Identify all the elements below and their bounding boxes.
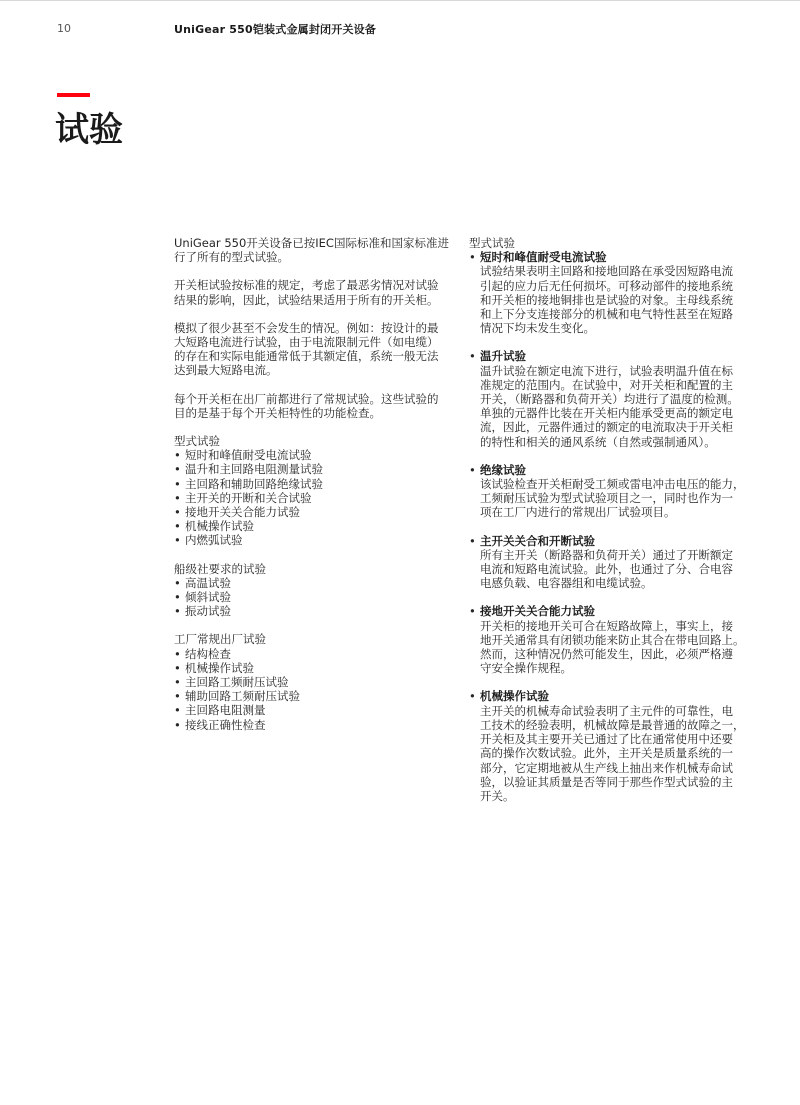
test-item-dielectric [469,463,747,520]
list-item: • 内燃弧试验 [174,533,243,548]
top-rule [0,0,800,1]
page-title: 试验 [55,110,123,150]
document-title: UniGear 550铠装式金属封闭开关设备 [174,23,377,36]
intro-paragraph: UniGear 550开关设备已按IEC国际标准和国家标准进 行了所有的型式试验。 [174,236,449,265]
accent-bar [57,93,90,97]
section-title: 型式试验 [174,434,220,449]
right-column [469,236,747,817]
test-item-making-breaking [469,534,747,591]
paragraph: 每个开关柜在出厂前都进行了常规试验。这些试验的 目的是基于每个开关柜特性的功能检查。 [174,391,439,420]
bullet-icon: • [174,646,181,661]
section-title: 船级社要求的试验 [174,561,266,576]
list-item: • 高温试验 [174,575,231,590]
bullet-icon: • [174,703,181,718]
list-item: • 倾斜试验 [174,590,231,605]
bullet-icon: • [174,717,181,732]
page-number: 10 [57,22,71,35]
test-item-mechanical-operation [469,689,747,803]
test-item-heading: 温升试验 [480,349,526,364]
test-item-heading: 接地开关关合能力试验 [480,604,595,619]
list-item: • 短时和峰值耐受电流试验 [174,448,312,463]
list-item: • 温升和主回路电阻测量试验 [174,462,323,477]
list-item: • 主回路工频耐压试验 [174,675,289,690]
paragraph: 模拟了很少甚至不会发生的情况。例如：按设计的最 大短路电流进行试验，由于电流限制元件（如电缆） 的存在和实际电能通常低于其额定值，系统一般无法 达到最大短路电流。 [174,320,439,378]
left-column [174,236,454,732]
bullet-icon: • [174,490,181,505]
test-item-heading: 主开关关合和开断试验 [480,533,595,548]
test-item-description: 试验结果表明主回路和接地回路在承受因短路电流 引起的应力后无任何损坏。可移动部件的接地系统 和开关柜的接地铜排也是试验的对象。主母线系统 和上下分支连接部分的机械和电气特性甚至在短路 情况下均未发生变化。 [480,264,733,336]
bullet-list [174,448,454,547]
list-item: • 结构检查 [174,646,231,661]
bullet-icon: • [469,689,476,704]
section-classification-tests [174,562,454,619]
test-item-earthing-switch [469,604,747,675]
bullet-icon: • [469,250,476,265]
test-item-description: 开关柜的接地开关可合在短路故障上，事实上，接 地开关通常具有闭锁功能来防止其合在带电回路上。 然而，这种情况仍然可能发生，因此，必须严格遵 守安全操作规程。 [480,618,745,676]
bullet-icon: • [469,462,476,477]
test-item-description: 该试验检查开关柜耐受工频或雷电冲击电压的能力， 工频耐压试验为型式试验项目之一，同时也作为一 项在工厂内进行的常规出厂试验项目。 [480,477,745,520]
list-item: • 接线正确性检查 [174,717,266,732]
test-item-heading: 短时和峰值耐受电流试验 [480,250,607,265]
test-item-description: 主开关的机械寿命试验表明了主元件的可靠性，电 工技术的经验表明，机械故障是最普通的故障之一， 开关柜及其主要开关已通过了比在通常使用中还要 高的操作次数试验。此外，主开关是质量系统的一 部分，它定期地被从生产线上抽出来作机械寿命试 验，以验证其质量是否等同于那些作型式试验的主 开关。 [480,703,745,803]
bullet-icon: • [174,675,181,690]
list-item: • 接地开关关合能力试验 [174,505,300,520]
bullet-icon: • [174,462,181,477]
bullet-icon: • [174,660,181,675]
bullet-icon: • [174,476,181,491]
test-item-heading: 绝缘试验 [480,462,526,477]
bullet-icon: • [174,575,181,590]
test-item-short-time-current [469,250,747,335]
paragraph: 开关柜试验按标准的规定，考虑了最恶劣情况对试验 结果的影响，因此，试验结果适用于所有的开关柜。 [174,278,439,307]
bullet-icon: • [469,349,476,364]
bullet-icon: • [174,448,181,463]
bullet-icon: • [469,533,476,548]
bullet-list [174,576,454,619]
bullet-icon: • [174,590,181,605]
test-item-heading: 机械操作试验 [480,689,549,704]
list-item: • 辅助回路工频耐压试验 [174,689,300,704]
bullet-icon: • [174,505,181,520]
section-title: 型式试验 [469,236,515,250]
test-item-description: 所有主开关（断路器和负荷开关）通过了开断额定 电流和短路电流试验。此外，也通过了分、合电容 电感负载、电容器组和电缆试验。 [480,547,733,591]
section-routine-tests [174,632,454,731]
bullet-icon: • [174,604,181,619]
bullet-icon: • [174,689,181,704]
bullet-icon: • [174,533,181,548]
section-title: 工厂常规出厂试验 [174,632,266,647]
bullet-list [174,647,454,732]
list-item: • 主开关的开断和关合试验 [174,490,312,505]
list-item: • 机械操作试验 [174,519,254,534]
test-item-description: 温升试验在额定电流下进行，试验表明温升值在标 准规定的范围内。在试验中，对开关柜和配置的主 开关，（断路器和负荷开关）均进行了温度的检测。 单独的元器件比装在开关柜内能承受更高的额定电 流，因此，元器件通过的额定的电流取决于开关柜 的特性和相关的通风系统（自然或强制通风）。 [480,363,739,449]
list-item: • 振动试验 [174,604,231,619]
bullet-icon: • [174,519,181,534]
section-type-tests [174,434,454,548]
bullet-icon: • [469,604,476,619]
list-item: • 主回路电阻测量 [174,703,266,718]
list-item: • 机械操作试验 [174,660,254,675]
list-item: • 主回路和辅助回路绝缘试验 [174,476,323,491]
test-item-temperature-rise [469,349,747,448]
